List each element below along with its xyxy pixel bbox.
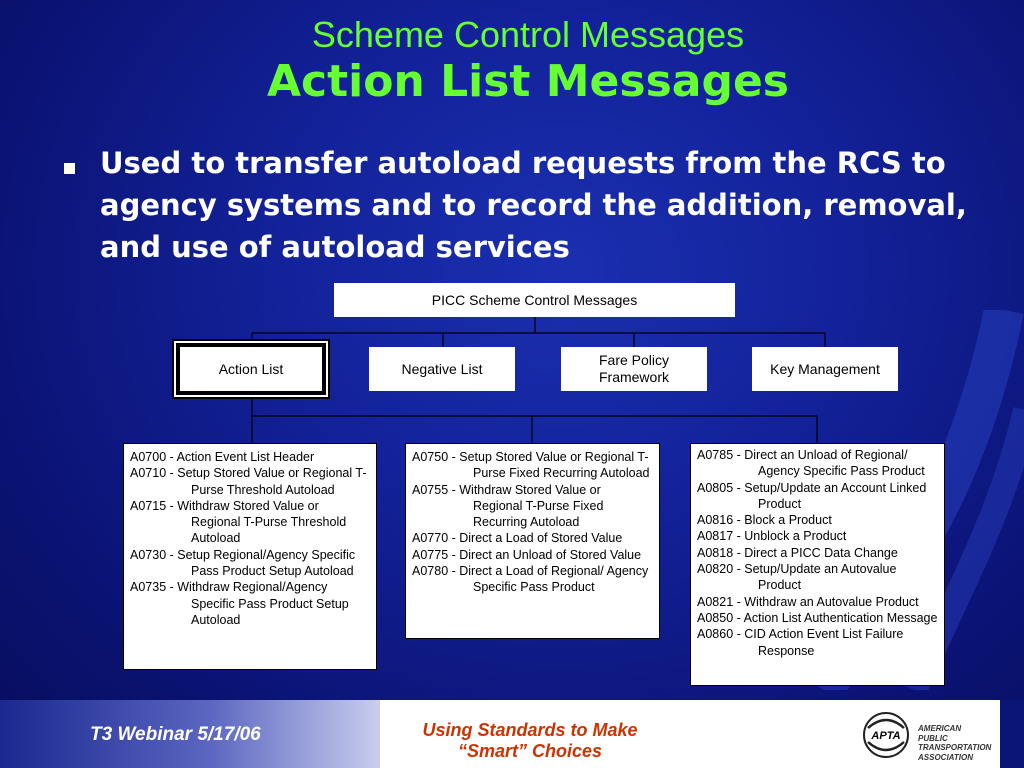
detail-box-col3 xyxy=(690,443,945,686)
footer-right-edge xyxy=(1000,700,1024,768)
detail-box-col2 xyxy=(405,443,660,639)
message-item: A0715 - Withdraw Stored Value or Regional T-Purse Threshold Autoload xyxy=(130,498,347,546)
tagline-line2: “Smart” Choices xyxy=(457,741,603,761)
node-label: Action List xyxy=(218,360,284,377)
message-item: A0730 - Setup Regional/Agency Specific Pass Product Setup Autoload xyxy=(130,547,356,579)
message-item: A0805 - Setup/Update an Account Linked Product xyxy=(697,480,927,511)
page-subtitle: Scheme Control Messages xyxy=(311,14,745,55)
message-item: A0816 - Block a Product xyxy=(697,513,832,528)
message-item: A0710 - Setup Stored Value or Regional T-Purse Threshold Autoload xyxy=(130,466,367,497)
node-label: Key Management xyxy=(770,360,880,377)
tagline-line1: Using Standards to Make xyxy=(422,720,638,740)
footer-tagline xyxy=(380,720,680,762)
message-item: A0700 - Action Event List Header xyxy=(130,450,315,464)
node-key-management xyxy=(752,347,898,391)
message-item: A0850 - Action List Authentication Message xyxy=(697,610,938,625)
message-item: A0775 - Direct an Unload of Stored Value xyxy=(412,547,642,562)
logo-mark-text: APTA xyxy=(871,730,901,742)
message-item: A0735 - Withdraw Regional/Agency Specific Pass Product Setup Autoload xyxy=(130,580,349,627)
page-title: Action List Messages xyxy=(266,56,789,107)
node-action-list xyxy=(180,347,322,391)
message-item: A0785 - Direct an Unload of Regional/ Agency Specific Pass Product xyxy=(697,448,925,479)
message-item: A0820 - Setup/Update an Autovalue Product xyxy=(697,562,897,593)
message-item: A0818 - Direct a PICC Data Change xyxy=(697,545,898,560)
footer-bar xyxy=(0,700,1024,768)
root-node-label: PICC Scheme Control Messages xyxy=(431,292,638,308)
message-item: A0770 - Direct a Load of Stored Value xyxy=(412,531,623,546)
message-item: A0860 - CID Action Event List Failure Response xyxy=(697,627,904,658)
message-item: A0780 - Direct a Load of Regional/ Agency Specific Pass Product xyxy=(412,564,649,595)
bullet-text: Used to transfer autoload requests from the RCS to agency systems and to record the addition, removal, and use of autoload services xyxy=(100,146,967,264)
node-fare-policy-framework xyxy=(561,347,707,391)
message-item: A0821 - Withdraw an Autovalue Product xyxy=(697,594,919,609)
root-node xyxy=(334,283,735,317)
node-negative-list xyxy=(369,347,515,391)
bullet-marker xyxy=(64,163,75,174)
message-item: A0817 - Unblock a Product xyxy=(697,529,847,544)
node-label: Fare Policy Framework xyxy=(598,352,670,385)
footer-left-panel xyxy=(0,700,380,768)
detail-box-col1 xyxy=(123,443,377,670)
footer-date: T3 Webinar 5/17/06 xyxy=(90,724,261,745)
message-item: A0755 - Withdraw Stored Value or Regional T-Purse Fixed Recurring Autoload xyxy=(412,482,604,530)
logo-text: AMERICAN PUBLIC TRANSPORTATION ASSOCIATION xyxy=(918,724,992,762)
message-item: A0750 - Setup Stored Value or Regional T-Purse Fixed Recurring Autoload xyxy=(412,450,650,481)
node-label: Negative List xyxy=(401,360,483,377)
